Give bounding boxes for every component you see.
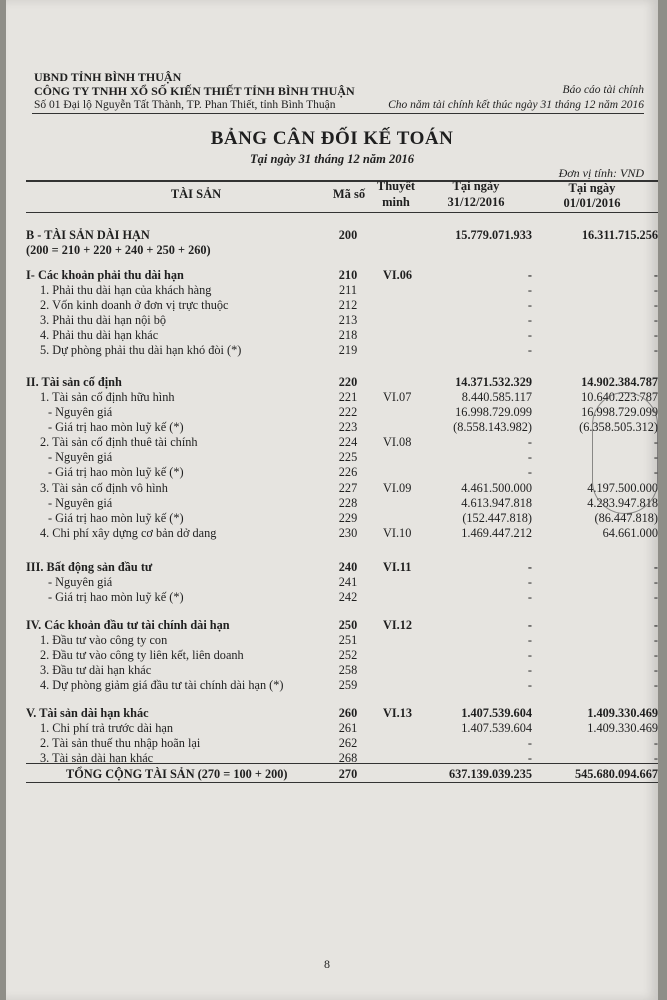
row-code: 251 bbox=[338, 633, 358, 647]
row-value-prior: 4.283.947.818 bbox=[587, 496, 658, 510]
col-header-prior-2: 01/01/2016 bbox=[563, 196, 621, 210]
row-code: 268 bbox=[338, 751, 358, 765]
row-code: 225 bbox=[338, 450, 358, 464]
col-header-current-1: Tại ngày bbox=[452, 179, 500, 193]
row-value-prior: (6.358.505.312) bbox=[579, 420, 658, 434]
row-value-prior: 1.409.330.469 bbox=[587, 706, 658, 720]
header-rule bbox=[32, 113, 644, 114]
row-value-prior: - bbox=[653, 343, 658, 357]
row-label: 1. Phải thu dài hạn của khách hàng bbox=[40, 283, 212, 297]
row-code: 222 bbox=[338, 405, 358, 419]
row-label: 1. Chi phí trả trước dài hạn bbox=[40, 721, 174, 735]
row-value-current: 14.371.532.329 bbox=[455, 375, 532, 389]
row-value-prior: 10.640.223.787 bbox=[581, 390, 658, 404]
row-code: 224 bbox=[338, 435, 358, 449]
row-label: 1. Đầu tư vào công ty con bbox=[40, 633, 168, 647]
row-value-current: (152.447.818) bbox=[462, 511, 532, 525]
row-code: 262 bbox=[338, 736, 358, 750]
org-line-2: CÔNG TY TNHH XỔ SỐ KIẾN THIẾT TỈNH BÌNH THUẬN bbox=[34, 84, 355, 98]
row-code: 270 bbox=[338, 767, 358, 781]
row-value-prior: (86.447.818) bbox=[594, 511, 658, 525]
row-label: I- Các khoản phải thu dài hạn bbox=[26, 268, 184, 282]
table-row bbox=[26, 405, 658, 420]
row-label: - Giá trị hao mòn luỹ kế (*) bbox=[48, 465, 184, 479]
row-code: 226 bbox=[338, 465, 358, 479]
table-row bbox=[26, 736, 658, 751]
row-value-current: - bbox=[527, 298, 532, 312]
row-code: 219 bbox=[338, 343, 358, 357]
document-subtitle: Tại ngày 31 tháng 12 năm 2016 bbox=[250, 152, 414, 166]
row-value-prior: - bbox=[653, 328, 658, 342]
table-row bbox=[26, 706, 658, 721]
row-value-prior: 16.311.715.256 bbox=[581, 228, 658, 242]
row-label: B - TÀI SẢN DÀI HẠN bbox=[26, 228, 150, 242]
table-row bbox=[26, 390, 658, 405]
total-top-rule bbox=[26, 763, 658, 764]
table-header-rule bbox=[26, 212, 658, 213]
table-row bbox=[26, 678, 658, 693]
row-label: TỔNG CỘNG TÀI SẢN (270 = 100 + 200) bbox=[66, 767, 288, 781]
row-value-prior: - bbox=[653, 590, 658, 604]
row-label: 2. Tài sản thuế thu nhập hoãn lại bbox=[40, 736, 201, 750]
report-period: Cho năm tài chính kết thúc ngày 31 tháng 12 năm 2016 bbox=[388, 99, 644, 111]
table-row bbox=[26, 526, 658, 541]
row-value-current: - bbox=[527, 736, 532, 750]
table-row bbox=[26, 496, 658, 511]
row-label: IV. Các khoản đầu tư tài chính dài hạn bbox=[26, 618, 230, 632]
row-value-current: 15.779.071.933 bbox=[455, 228, 532, 242]
row-label: 4. Chi phí xây dựng cơ bản dở dang bbox=[40, 526, 217, 540]
row-code: 252 bbox=[338, 648, 358, 662]
row-label: 2. Tài sản cố định thuê tài chính bbox=[40, 435, 198, 449]
row-code: 213 bbox=[338, 313, 358, 327]
row-code: 229 bbox=[338, 511, 358, 525]
col-header-assets: TÀI SẢN bbox=[170, 187, 222, 201]
row-code: 250 bbox=[338, 618, 358, 632]
row-value-current: - bbox=[527, 328, 532, 342]
row-value-current: - bbox=[527, 343, 532, 357]
table-row bbox=[26, 721, 658, 736]
table-row bbox=[26, 420, 658, 435]
row-code: 211 bbox=[339, 283, 357, 297]
row-label: III. Bất động sản đầu tư bbox=[26, 560, 153, 574]
row-value-prior: - bbox=[653, 751, 658, 765]
row-value-current: - bbox=[527, 648, 532, 662]
row-note: VI.06 bbox=[383, 268, 413, 282]
row-label: II. Tài sản cố định bbox=[26, 375, 122, 389]
row-label: - Giá trị hao mòn luỹ kế (*) bbox=[48, 420, 184, 434]
row-value-current: - bbox=[527, 560, 532, 574]
row-label: 5. Dự phòng phải thu dài hạn khó đòi (*) bbox=[40, 343, 242, 357]
table-row bbox=[26, 633, 658, 648]
row-value-current: - bbox=[527, 465, 532, 479]
row-value-prior: - bbox=[653, 618, 658, 632]
row-value-prior: - bbox=[653, 465, 658, 479]
row-value-current: 8.440.585.117 bbox=[461, 390, 532, 404]
document-page bbox=[6, 0, 658, 1000]
row-label: - Giá trị hao mòn luỹ kế (*) bbox=[48, 590, 184, 604]
row-note: VI.12 bbox=[383, 618, 413, 632]
row-label: - Nguyên giá bbox=[48, 450, 113, 464]
row-label: 2. Đầu tư vào công ty liên kết, liên doanh bbox=[40, 648, 244, 662]
row-note: VI.07 bbox=[383, 390, 412, 404]
document-title: BẢNG CÂN ĐỐI KẾ TOÁN bbox=[210, 128, 454, 149]
col-header-note-1: Thuyết bbox=[376, 179, 416, 193]
table-row bbox=[26, 298, 658, 313]
table-row bbox=[26, 268, 658, 283]
row-label: - Giá trị hao mòn luỹ kế (*) bbox=[48, 511, 184, 525]
currency-unit: Đơn vị tính: VND bbox=[558, 166, 644, 180]
table-row bbox=[26, 228, 658, 243]
table-row bbox=[26, 465, 658, 480]
row-code: 258 bbox=[338, 663, 358, 677]
row-label: 4. Dự phòng giảm giá đầu tư tài chính dài hạn (*) bbox=[40, 678, 284, 692]
table-row bbox=[26, 313, 658, 328]
row-value-prior: - bbox=[653, 648, 658, 662]
row-value-prior: 1.409.330.469 bbox=[587, 721, 658, 735]
row-value-prior: - bbox=[653, 560, 658, 574]
row-code: 223 bbox=[338, 420, 358, 434]
row-value-current: 16.998.729.099 bbox=[455, 405, 532, 419]
table-row bbox=[26, 575, 658, 590]
row-note: VI.08 bbox=[383, 435, 412, 449]
row-value-prior: - bbox=[653, 313, 658, 327]
row-value-current: - bbox=[527, 435, 532, 449]
col-header-current-2: 31/12/2016 bbox=[447, 195, 505, 209]
row-label: 3. Tài sản dài hạn khác bbox=[40, 751, 154, 765]
row-note: VI.13 bbox=[383, 706, 413, 720]
row-label: 3. Phải thu dài hạn nội bộ bbox=[40, 313, 167, 327]
row-value-prior: 64.661.000 bbox=[602, 526, 658, 540]
table-row bbox=[26, 481, 658, 496]
table-row bbox=[26, 343, 658, 358]
company-seal bbox=[592, 392, 658, 514]
row-note: VI.10 bbox=[383, 526, 412, 540]
table-row bbox=[26, 511, 658, 526]
row-label: 2. Vốn kinh doanh ở đơn vị trực thuộc bbox=[40, 298, 229, 312]
row-value-current: - bbox=[527, 313, 532, 327]
row-value-current: 1.407.539.604 bbox=[461, 721, 532, 735]
row-value-prior: - bbox=[653, 633, 658, 647]
row-value-prior: - bbox=[653, 663, 658, 677]
row-value-prior: 16.998.729.099 bbox=[581, 405, 658, 419]
row-value-current: - bbox=[527, 618, 532, 632]
row-code: 220 bbox=[338, 375, 358, 389]
row-value-current: 4.613.947.818 bbox=[461, 496, 532, 510]
row-note: VI.11 bbox=[383, 560, 412, 574]
row-value-current: - bbox=[527, 751, 532, 765]
company-address: Số 01 Đại lộ Nguyễn Tất Thành, TP. Phan Thiết, tỉnh Bình Thuận bbox=[34, 99, 336, 111]
row-value-current: - bbox=[527, 633, 532, 647]
row-note: VI.09 bbox=[383, 481, 412, 495]
row-code: 230 bbox=[338, 526, 358, 540]
row-code: 242 bbox=[338, 590, 358, 604]
table-row bbox=[26, 328, 658, 343]
row-value-current: 1.407.539.604 bbox=[461, 706, 532, 720]
row-value-current: - bbox=[527, 575, 532, 589]
page-number: 8 bbox=[324, 957, 330, 971]
table-row bbox=[26, 590, 658, 605]
table-row bbox=[26, 560, 658, 575]
row-value-prior: - bbox=[653, 435, 658, 449]
row-code: 261 bbox=[338, 721, 358, 735]
table-row bbox=[26, 450, 658, 465]
row-code: 241 bbox=[338, 575, 358, 589]
row-label: (200 = 210 + 220 + 240 + 250 + 260) bbox=[26, 243, 211, 257]
row-code: 221 bbox=[338, 390, 358, 404]
row-value-prior: - bbox=[653, 678, 658, 692]
row-value-current: 637.139.039.235 bbox=[448, 767, 532, 781]
row-code: 260 bbox=[338, 706, 358, 720]
total-bottom-rule bbox=[26, 782, 658, 783]
row-code: 218 bbox=[338, 328, 358, 342]
row-value-prior: - bbox=[653, 298, 658, 312]
row-value-prior: 4.197.500.000 bbox=[587, 481, 658, 495]
table-row bbox=[26, 663, 658, 678]
row-value-prior: 545.680.094.667 bbox=[574, 767, 658, 781]
table-row bbox=[26, 648, 658, 663]
row-value-current: - bbox=[527, 283, 532, 297]
row-value-current: 4.461.500.000 bbox=[461, 481, 532, 495]
row-code: 259 bbox=[338, 678, 358, 692]
row-value-prior: - bbox=[653, 283, 658, 297]
report-type: Báo cáo tài chính bbox=[562, 84, 644, 96]
row-label: 4. Phải thu dài hạn khác bbox=[40, 328, 159, 342]
table-row bbox=[26, 243, 658, 258]
row-value-current: - bbox=[527, 450, 532, 464]
table-row bbox=[26, 618, 658, 633]
row-value-prior: 14.902.384.787 bbox=[581, 375, 658, 389]
row-value-current: 1.469.447.212 bbox=[461, 526, 532, 540]
row-code: 210 bbox=[338, 268, 358, 282]
row-value-current: - bbox=[527, 663, 532, 677]
table-row bbox=[26, 283, 658, 298]
row-value-prior: - bbox=[653, 736, 658, 750]
row-label: 3. Tài sản cố định vô hình bbox=[40, 481, 168, 495]
table-row bbox=[26, 435, 658, 450]
org-line-1: UBND TỈNH BÌNH THUẬN bbox=[34, 70, 182, 84]
row-label: 3. Đầu tư dài hạn khác bbox=[40, 663, 152, 677]
row-code: 240 bbox=[338, 560, 358, 574]
row-code: 227 bbox=[338, 481, 358, 495]
row-value-prior: - bbox=[653, 268, 658, 282]
row-label: - Nguyên giá bbox=[48, 405, 113, 419]
row-label: 1. Tài sản cố định hữu hình bbox=[40, 390, 175, 404]
row-label: - Nguyên giá bbox=[48, 496, 113, 510]
row-code: 212 bbox=[338, 298, 358, 312]
row-value-current: (8.558.143.982) bbox=[453, 420, 532, 434]
row-value-current: - bbox=[527, 590, 532, 604]
row-value-current: - bbox=[527, 678, 532, 692]
row-value-current: - bbox=[527, 268, 532, 282]
row-label: - Nguyên giá bbox=[48, 575, 113, 589]
col-header-code: Mã số bbox=[332, 187, 366, 201]
row-value-prior: - bbox=[653, 575, 658, 589]
row-code: 200 bbox=[338, 228, 358, 242]
col-header-note-2: minh bbox=[382, 195, 410, 209]
col-header-prior-1: Tại ngày bbox=[568, 181, 616, 195]
row-value-prior: - bbox=[653, 450, 658, 464]
row-code: 228 bbox=[338, 496, 358, 510]
total-row bbox=[26, 767, 658, 782]
table-row bbox=[26, 375, 658, 390]
row-label: V. Tài sản dài hạn khác bbox=[26, 706, 149, 720]
